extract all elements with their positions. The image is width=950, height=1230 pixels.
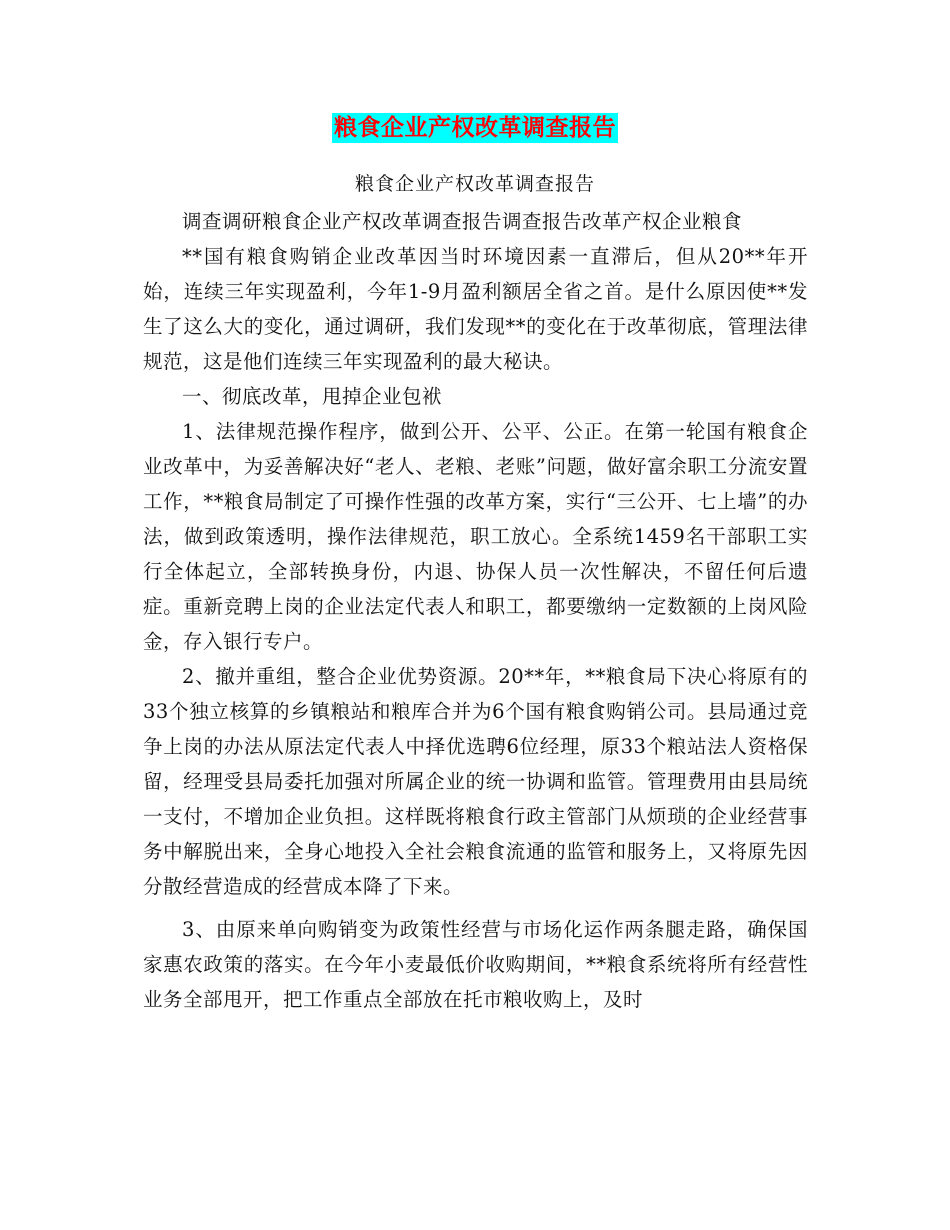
paragraph-item-3: 3、由原来单向购销变为政策性经营与市场化运作两条腿走路，确保国家惠农政策的落实。在今年小麦最低价收购期间，**粮食系统将所有经营性业务全部甩开，把工作重点全部放在托市粮收购上，及时	[143, 918, 808, 1011]
keywords-line: 调查调研粮食企业产权改革调查报告调查报告改革产权企业粮食	[182, 210, 743, 233]
document-body	[143, 204, 808, 1017]
document-title: 粮食企业产权改革调查报告	[334, 115, 616, 141]
paragraph-intro: **国有粮食购销企业改革因当时环境因素一直滞后，但从20**年开始，连续三年实现盈利，今年1-9月盈利额居全省之首。是什么原因使**发生了这么大的变化，通过调研，我们发现**的变化在于改革彻底，管理法律规范，这是他们连续三年实现盈利的最大秘诀。	[143, 245, 808, 373]
paragraph-item-1: 1、法律规范操作程序，做到公开、公平、公正。在第一轮国有粮食企业改革中，为妥善解决好“老人、老粮、老账”问题，做好富余职工分流安置工作，**粮食局制定了可操作性强的改革方案，实行“三公开、七上墙”的办法，做到政策透明，操作法律规范，职工放心。全系统1459名干部职工实行全体起立，全部转换身份，内退、协保人员一次性解决，不留任何后遗症。重新竞聘上岗的企业法定代表人和职工，都要缴纳一定数额的上岗风险金，存入银行专户。	[143, 420, 808, 653]
document-subtitle: 粮食企业产权改革调查报告	[354, 173, 595, 195]
section-heading: 一、彻底改革，甩掉企业包袱	[182, 385, 443, 408]
paragraph-item-2: 2、撤并重组，整合企业优势资源。20**年，**粮食局下决心将原有的33个独立核算的乡镇粮站和粮库合并为6个国有粮食购销公司。县局通过竞争上岗的办法从原法定代表人中择优选聘6位经理，原33个粮站法人资格保留，经理受县局委托加强对所属企业的统一协调和监管。管理费用由县局统一支付，不增加企业负担。这样既将粮食行政主管部门从烦琐的企业经营事务中解脱出来，全身心地投入全社会粮食流通的监管和服务上，又将原先因分散经营造成的经营成本降了下来。	[143, 665, 808, 898]
title-wrap	[0, 113, 950, 143]
